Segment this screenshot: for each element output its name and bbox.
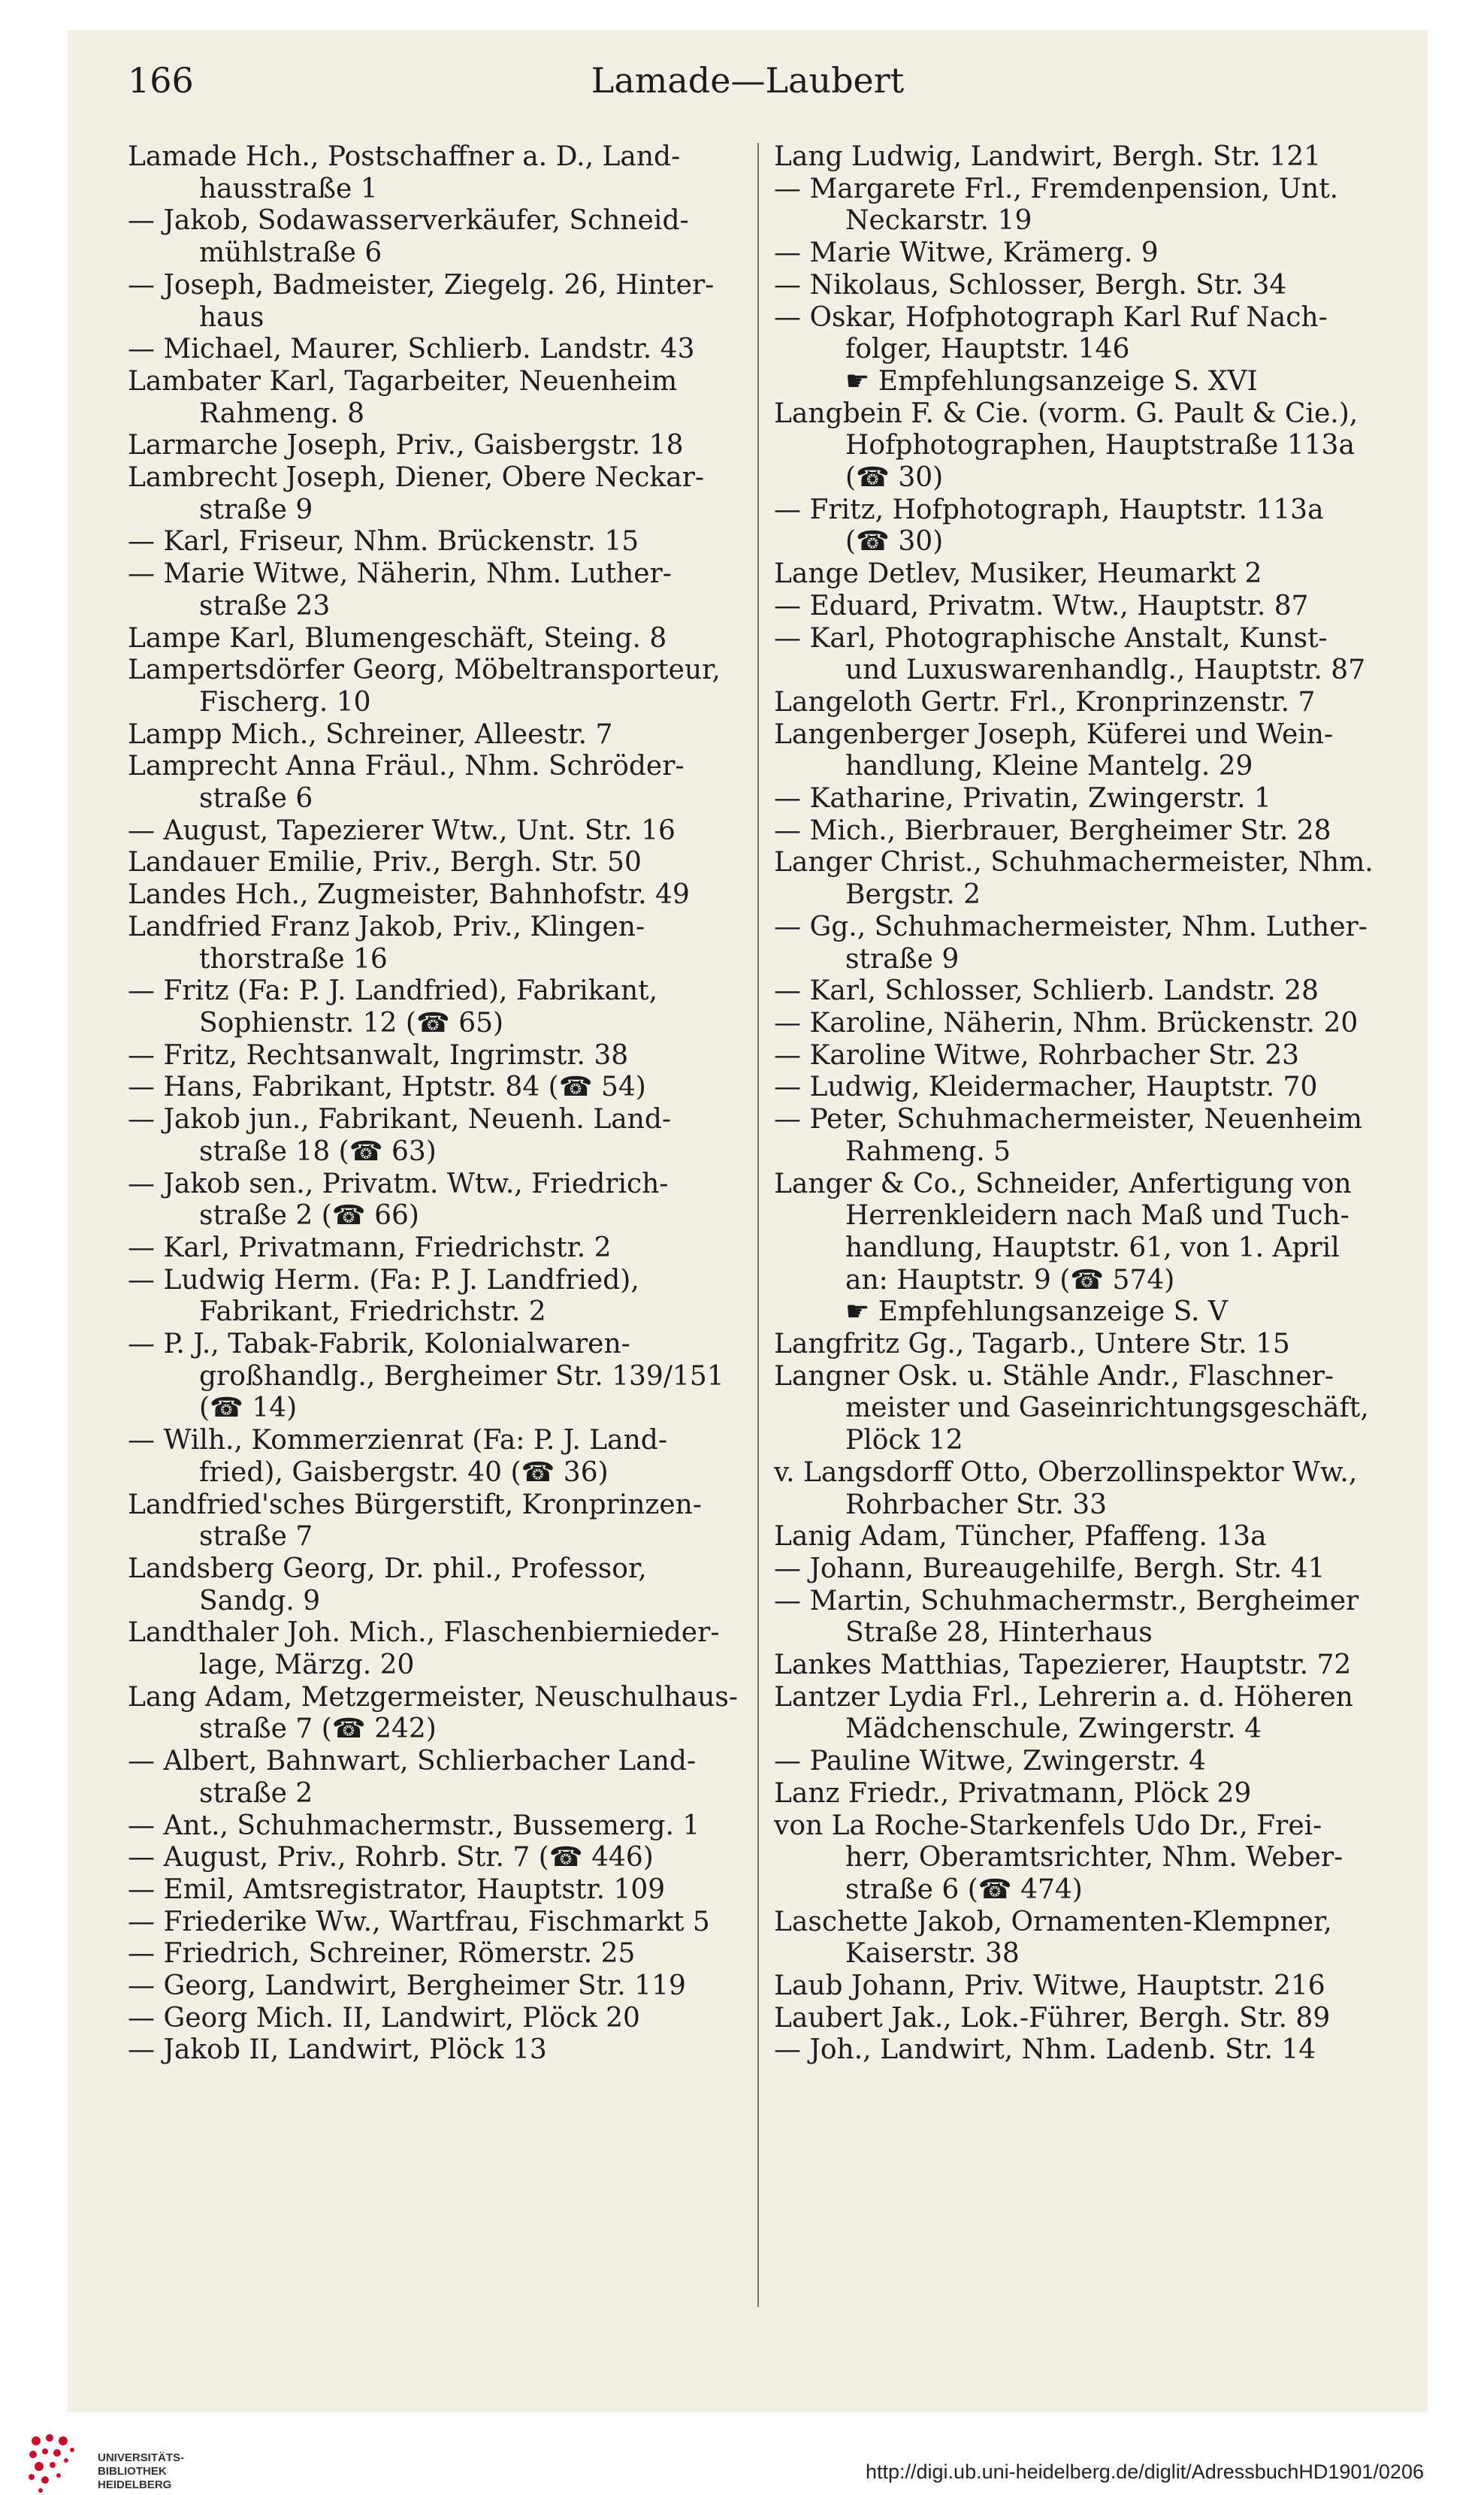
directory-entry-line: an: Hauptstr. 9 (☎ 574) — [845, 1264, 1175, 1296]
directory-entry-line: — Friederike Ww., Wartfrau, Fischmarkt 5 — [128, 1906, 710, 1937]
directory-entry-line: handlung, Kleine Mantelg. 29 — [845, 751, 1253, 782]
directory-entry-line: und Luxuswarenhandlg., Hauptstr. 87 — [845, 655, 1366, 686]
directory-entry-line: (☎ 14) — [199, 1393, 298, 1424]
directory-entry-line: — Jakob jun., Fabrikant, Neuenh. Land- — [128, 1104, 672, 1136]
directory-entry-line: Lantzer Lydia Frl., Lehrerin a. d. Höheren — [774, 1681, 1353, 1713]
directory-entry-line: (☎ 30) — [845, 462, 944, 494]
directory-entry-line: — Wilh., Kommerzienrat (Fa: P. J. Land- — [128, 1425, 668, 1456]
directory-entry-line: Lang Adam, Metzgermeister, Neuschulhaus- — [128, 1681, 739, 1713]
directory-entry-line: — Johann, Bureaugehilfe, Bergh. Str. 41 — [774, 1553, 1325, 1584]
directory-entry-line: — Jakob II, Landwirt, Plöck 13 — [128, 2034, 547, 2066]
directory-entry-line: Larmarche Joseph, Priv., Gaisbergstr. 18 — [128, 430, 684, 461]
directory-entry-line: — Gg., Schuhmachermeister, Nhm. Luther- — [774, 911, 1368, 942]
directory-entry-line: — Mich., Bierbrauer, Bergheimer Str. 28 — [774, 815, 1331, 846]
directory-entry-line: Herrenkleidern nach Maß und Tuch- — [845, 1200, 1350, 1232]
directory-entry-line: Straße 28, Hinterhaus — [845, 1617, 1153, 1649]
directory-entry-line: Sophienstr. 12 (☎ 65) — [199, 1007, 504, 1039]
directory-entry-line: — Joh., Landwirt, Nhm. Ladenb. Str. 14 — [774, 2034, 1316, 2066]
directory-entry-line: — Fritz, Hofphotograph, Hauptstr. 113a — [774, 494, 1324, 525]
directory-entry-line: — August, Tapezierer Wtw., Unt. Str. 16 — [128, 815, 676, 846]
directory-entry-line: Fabrikant, Friedrichstr. 2 — [199, 1296, 546, 1328]
directory-entry-line: Kaiserstr. 38 — [845, 1938, 1020, 1970]
directory-entry-line: Rohrbacher Str. 33 — [845, 1489, 1108, 1520]
directory-entry-line: — Pauline Witwe, Zwingerstr. 4 — [774, 1746, 1207, 1777]
directory-entry-line: Langenberger Joseph, Küferei und Wein- — [774, 718, 1334, 750]
directory-entry-line: Laub Johann, Priv. Witwe, Hauptstr. 216 — [774, 1970, 1325, 2002]
directory-entry-line: Langeloth Gertr. Frl., Kronprinzenstr. 7 — [774, 686, 1316, 718]
directory-entry-line: Langer Christ., Schuhmachermeister, Nhm. — [774, 847, 1374, 879]
directory-entry-line: — Oskar, Hofphotograph Karl Ruf Nach- — [774, 301, 1328, 333]
directory-entry-line: mühlstraße 6 — [199, 237, 382, 269]
directory-entry-line: Landsberg Georg, Dr. phil., Professor, — [128, 1553, 647, 1584]
directory-entry-line: — Karoline, Näherin, Nhm. Brückenstr. 20 — [774, 1007, 1359, 1039]
directory-entry-line: Mädchenschule, Zwingerstr. 4 — [845, 1713, 1262, 1745]
directory-entry-line: herr, Oberamtsrichter, Nhm. Weber- — [845, 1842, 1343, 1874]
directory-entry-line: Hofphotographen, Hauptstraße 113a — [845, 430, 1355, 461]
directory-entry-line: fried), Gaisbergstr. 40 (☎ 36) — [199, 1456, 609, 1488]
directory-entry-line: — Emil, Amtsregistrator, Hauptstr. 109 — [128, 1874, 666, 1905]
right-column — [774, 141, 1390, 2067]
directory-entry-line: straße 7 — [199, 1521, 313, 1553]
directory-entry-line: haus — [199, 301, 264, 333]
directory-entry-line: Lambater Karl, Tagarbeiter, Neuenheim — [128, 365, 678, 397]
directory-entry-line: — Karl, Schlosser, Schlierb. Landstr. 28 — [774, 975, 1319, 1007]
directory-entry-line: von La Roche-Starkenfels Udo Dr., Frei- — [774, 1810, 1322, 1841]
directory-entry-line: Lankes Matthias, Tapezierer, Hauptstr. 72 — [774, 1650, 1352, 1681]
directory-entry-line: — Martin, Schuhmachermstr., Bergheimer — [774, 1585, 1359, 1616]
directory-entry-line: Rahmeng. 8 — [199, 398, 365, 429]
directory-entry-line: — Jakob, Sodawasserverkäufer, Schneid- — [128, 205, 689, 237]
directory-entry-line: thorstraße 16 — [199, 943, 388, 975]
directory-entry-line: straße 6 (☎ 474) — [845, 1874, 1083, 1905]
directory-entry-line: — August, Priv., Rohrb. Str. 7 (☎ 446) — [128, 1842, 654, 1874]
directory-entry-line: — P. J., Tabak-Fabrik, Kolonialwaren- — [128, 1329, 630, 1360]
library-name-line: BIBLIOTHEK — [98, 2465, 167, 2478]
directory-entry-line: Rahmeng. 5 — [845, 1136, 1011, 1167]
directory-entry-line: — Karl, Friseur, Nhm. Brückenstr. 15 — [128, 526, 639, 558]
directory-entry-line: meister und Gaseinrichtungsgeschäft, — [845, 1393, 1369, 1424]
directory-entry-line: — Marie Witwe, Krämerg. 9 — [774, 237, 1159, 269]
left-column — [128, 141, 744, 2067]
directory-entry-line: Laschette Jakob, Ornamenten-Klempner, — [774, 1906, 1332, 1937]
directory-entry-line: — Margarete Frl., Fremdenpension, Unt. — [774, 173, 1339, 204]
directory-entry-line: Lamade Hch., Postschaffner a. D., Land- — [128, 141, 681, 172]
university-library-logo-icon — [23, 2427, 90, 2495]
directory-entry-line: straße 7 (☎ 242) — [199, 1713, 437, 1745]
directory-entry-line: straße 2 (☎ 66) — [199, 1200, 419, 1232]
directory-entry-line: straße 23 — [199, 590, 331, 621]
directory-entry-line: (☎ 30) — [845, 526, 944, 558]
directory-entry-line: — Eduard, Privatm. Wtw., Hauptstr. 87 — [774, 590, 1309, 621]
directory-entry-line: Lange Detlev, Musiker, Heumarkt 2 — [774, 558, 1262, 590]
directory-entry-line: — Ludwig Herm. (Fa: P. J. Landfried), — [128, 1264, 639, 1296]
directory-entry-line: Neckarstr. 19 — [845, 205, 1032, 237]
directory-entry-line: Lanig Adam, Tüncher, Pfaffeng. 13a — [774, 1521, 1267, 1553]
directory-entry-line: straße 9 — [199, 494, 313, 525]
scanned-page — [68, 30, 1428, 2412]
directory-entry-line: hausstraße 1 — [199, 173, 378, 204]
directory-entry-line: — Peter, Schuhmachermeister, Neuenheim — [774, 1104, 1363, 1136]
directory-entry-line: ☛ Empfehlungsanzeige S. XVI — [845, 365, 1258, 397]
directory-entry-line: — Ludwig, Kleidermacher, Hauptstr. 70 — [774, 1072, 1318, 1103]
directory-entry-line: lage, Märzg. 20 — [199, 1650, 415, 1681]
directory-entry-line: Landfried'sches Bürgerstift, Kronprinzen- — [128, 1489, 703, 1520]
directory-entry-line: Langbein F. & Cie. (vorm. G. Pault & Cie.), — [774, 398, 1359, 429]
directory-entry-line: — Friedrich, Schreiner, Römerstr. 25 — [128, 1938, 636, 1970]
directory-entry-line: Sandg. 9 — [199, 1585, 321, 1616]
directory-entry-line: — Karl, Privatmann, Friedrichstr. 2 — [128, 1232, 612, 1263]
directory-entry-line: — Michael, Maurer, Schlierb. Landstr. 43 — [128, 334, 695, 365]
directory-entry-line: v. Langsdorff Otto, Oberzollinspektor Ww., — [774, 1456, 1358, 1488]
directory-entry-line: Lanz Friedr., Privatmann, Plöck 29 — [774, 1777, 1252, 1809]
page-footer — [0, 2412, 1484, 2489]
directory-entry-line: — Georg Mich. II, Landwirt, Plöck 20 — [128, 2002, 640, 2034]
library-name — [98, 2451, 184, 2492]
running-title: Lamade—Laubert — [591, 60, 905, 101]
library-name-line: HEIDELBERG — [98, 2478, 172, 2491]
directory-entry-line: — Hans, Fabrikant, Hptstr. 84 (☎ 54) — [128, 1072, 646, 1103]
directory-entry-line: Lang Ludwig, Landwirt, Bergh. Str. 121 — [774, 141, 1321, 172]
directory-entry-line: großhandlg., Bergheimer Str. 139/151 — [199, 1360, 724, 1392]
directory-entry-line: — Nikolaus, Schlosser, Bergh. Str. 34 — [774, 269, 1287, 301]
directory-entry-line: Laubert Jak., Lok.-Führer, Bergh. Str. 89 — [774, 2002, 1331, 2034]
directory-entry-line: Landfried Franz Jakob, Priv., Klingen- — [128, 911, 645, 942]
directory-entry-line: Langer & Co., Schneider, Anfertigung von — [774, 1168, 1352, 1199]
directory-entry-line: Lamprecht Anna Fräul., Nhm. Schröder- — [128, 751, 685, 782]
directory-entry-line: — Katharine, Privatin, Zwingerstr. 1 — [774, 783, 1271, 815]
directory-entry-line: folger, Hauptstr. 146 — [845, 334, 1130, 365]
library-name-line: UNIVERSITÄTS- — [98, 2451, 185, 2464]
directory-entry-line: Langner Osk. u. Stähle Andr., Flaschner- — [774, 1360, 1334, 1392]
directory-entry-line: — Georg, Landwirt, Bergheimer Str. 119 — [128, 1970, 686, 2002]
directory-entry-line: straße 6 — [199, 783, 313, 815]
directory-entry-line: Plöck 12 — [845, 1425, 963, 1456]
column-divider — [757, 143, 759, 2307]
directory-entry-line: Lampe Karl, Blumengeschäft, Steing. 8 — [128, 622, 667, 654]
directory-entry-line: — Fritz (Fa: P. J. Landfried), Fabrikant, — [128, 975, 658, 1007]
directory-entry-line: ☛ Empfehlungsanzeige S. V — [845, 1296, 1228, 1328]
directory-entry-line: Bergstr. 2 — [845, 879, 981, 911]
directory-entry-line: Lampertsdörfer Georg, Möbeltransporteur, — [128, 655, 721, 686]
directory-entry-line: Langfritz Gg., Tagarb., Untere Str. 15 — [774, 1329, 1290, 1360]
directory-entry-line: Lambrecht Joseph, Diener, Obere Neckar- — [128, 462, 705, 494]
directory-entry-line: handlung, Hauptstr. 61, von 1. April — [845, 1232, 1340, 1263]
page-header — [68, 60, 1428, 105]
directory-entry-line: straße 2 — [199, 1777, 313, 1809]
directory-entry-line: Landthaler Joh. Mich., Flaschenbiernieder- — [128, 1617, 720, 1649]
source-url[interactable]: http://digi.ub.uni-heidelberg.de/diglit/AdressbuchHD1901/0206 — [865, 2460, 1424, 2483]
directory-entry-line: — Jakob sen., Privatm. Wtw., Friedrich- — [128, 1168, 669, 1199]
page-number: 166 — [128, 60, 194, 101]
directory-entry-line: straße 18 (☎ 63) — [199, 1136, 437, 1167]
directory-entry-line: Lampp Mich., Schreiner, Alleestr. 7 — [128, 718, 613, 750]
directory-entry-line: Landauer Emilie, Priv., Bergh. Str. 50 — [128, 847, 642, 879]
directory-entry-line: Landes Hch., Zugmeister, Bahnhofstr. 49 — [128, 879, 690, 911]
directory-entry-line: straße 9 — [845, 943, 960, 975]
directory-entry-line: — Fritz, Rechtsanwalt, Ingrimstr. 38 — [128, 1039, 629, 1071]
directory-entry-line: — Karoline Witwe, Rohrbacher Str. 23 — [774, 1039, 1300, 1071]
directory-entry-line: Fischerg. 10 — [199, 686, 371, 718]
directory-entry-line: — Albert, Bahnwart, Schlierbacher Land- — [128, 1746, 697, 1777]
directory-entry-line: — Joseph, Badmeister, Ziegelg. 26, Hinter- — [128, 269, 715, 301]
directory-entry-line: — Marie Witwe, Näherin, Nhm. Luther- — [128, 558, 672, 590]
directory-entry-line: — Karl, Photographische Anstalt, Kunst- — [774, 622, 1328, 654]
directory-entry-line: — Ant., Schuhmachermstr., Bussemerg. 1 — [128, 1810, 700, 1841]
